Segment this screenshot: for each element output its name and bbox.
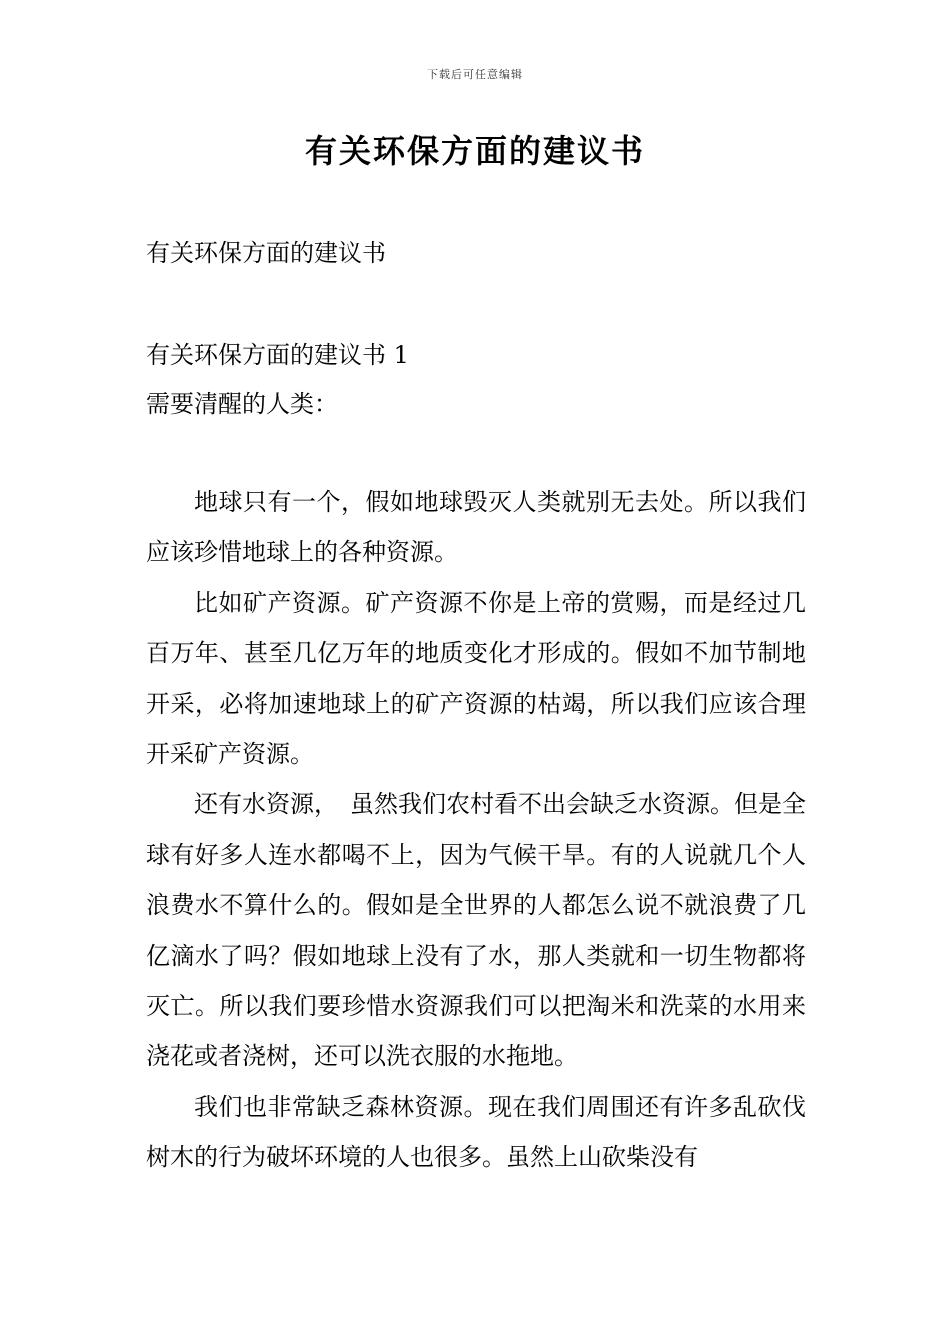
document-subtitle: 有关环保方面的建议书 [146,239,386,267]
paragraph: 比如矿产资源。矿产资源不你是上帝的赏赐，而是经过几百万年、甚至几亿万年的地质变化才形成的。假如不加节制地开采，必将加速地球上的矿产资源的枯竭，所以我们应该合理开采矿产资源。 [146,588,806,769]
paragraph: 地球只有一个，假如地球毁灭人类就别无去处。所以我们应该珍惜地球上的各种资源。 [146,488,806,567]
paragraph: 我们也非常缺乏森林资源。现在我们周围还有许多乱砍伐树木的行为破坏环境的人也很多。虽然上山砍柴没有 [146,1092,806,1172]
paragraph: 还有水资源， 虽然我们农村看不出会缺乏水资源。但是全球有好多人连水都喝不上，因为气候干旱。有的人说就几个人浪费水不算什么的。假如是全世界的人都怎么说不就浪费了几亿滴水了吗？假如地球上没有了水，那人类就和一切生物都将灭亡。所以我们要珍惜水资源我们可以把淘米和洗菜的水用来浇花或者浇树，还可以洗衣服的水拖地。 [146,790,806,1071]
section-heading: 有关环保方面的建议书 1 [146,341,409,369]
document-title: 有关环保方面的建议书 [304,132,645,170]
body-text [146,477,806,1183]
salutation: 需要清醒的人类： [146,390,338,418]
header-note: 下载后可任意编辑 [427,68,523,81]
